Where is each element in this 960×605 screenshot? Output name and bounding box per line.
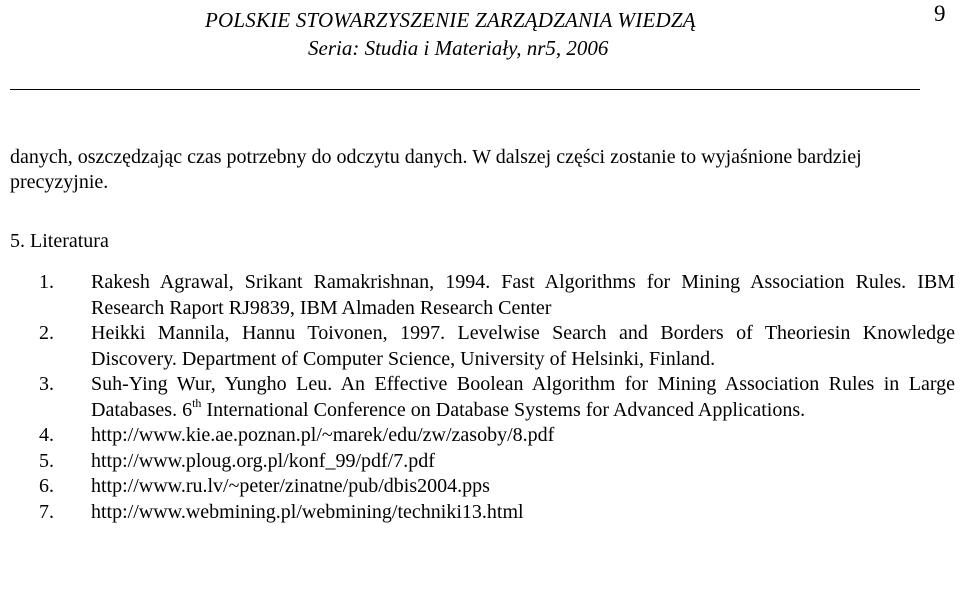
reference-list (10, 270, 955, 525)
reference-text: Rakesh Agrawal, Srikant Ramakrishnan, 1994. Fast Algorithms for Mining Association Rules. IBM Research Raport RJ9839, IBM Almaden Research Center (91, 271, 955, 319)
reference-url[interactable]: http://www.kie.ae.poznan.pl/~marek/edu/zw/zasoby/8.pdf (91, 424, 555, 446)
journal-series: Seria: Studia i Materiały, nr5, 2006 (308, 36, 609, 60)
reference-item-2 (10, 321, 955, 372)
reference-item-4 (10, 423, 955, 449)
reference-text-part: Suh-Ying Wur, Yungho Leu. An Effective Boolean Algorithm for Mining Association Rules in Large Databases. 6 (91, 373, 955, 421)
reference-url[interactable]: http://www.webmining.pl/webmining/techniki13.html (91, 500, 524, 523)
reference-text (91, 372, 955, 423)
reference-number: 3. (39, 373, 54, 395)
reference-number: 7. (39, 500, 54, 523)
reference-item-7 (10, 500, 955, 526)
page-header (0, 0, 960, 95)
reference-text: Heikki Mannila, Hannu Toivonen, 1997. Levelwise Search and Borders of Theoriesin Knowledge Discovery. Department of Computer Science, University of Helsinki, Finland. (91, 322, 955, 370)
header-divider (10, 89, 920, 90)
reference-text-part: International Conference on Database Systems for Advanced Applications. (201, 398, 806, 421)
journal-title: POLSKIE STOWARZYSZENIE ZARZĄDZANIA WIEDZĄ (205, 8, 696, 32)
reference-url[interactable]: http://www.ploug.org.pl/konf_99/pdf/7.pdf (91, 449, 435, 472)
ordinal-suffix: th (192, 395, 202, 410)
reference-item-5 (10, 449, 955, 475)
body-paragraph: danych, oszczędzając czas potrzebny do odczytu danych. W dalszej części zostanie to wyjaśnione bardziej precyzyjnie. (10, 146, 862, 193)
reference-number: 6. (39, 475, 54, 497)
reference-url[interactable]: http://www.ru.lv/~peter/zinatne/pub/dbis2004.pps (91, 475, 490, 497)
reference-item-3 (10, 372, 955, 423)
page-number: 9 (934, 1, 946, 26)
reference-number: 5. (39, 449, 54, 472)
reference-number: 4. (39, 424, 54, 446)
reference-item-6 (10, 474, 955, 500)
reference-item-1 (10, 270, 955, 321)
reference-number: 1. (39, 271, 54, 293)
section-heading: 5. Literatura (10, 230, 109, 252)
reference-number: 2. (39, 322, 54, 344)
